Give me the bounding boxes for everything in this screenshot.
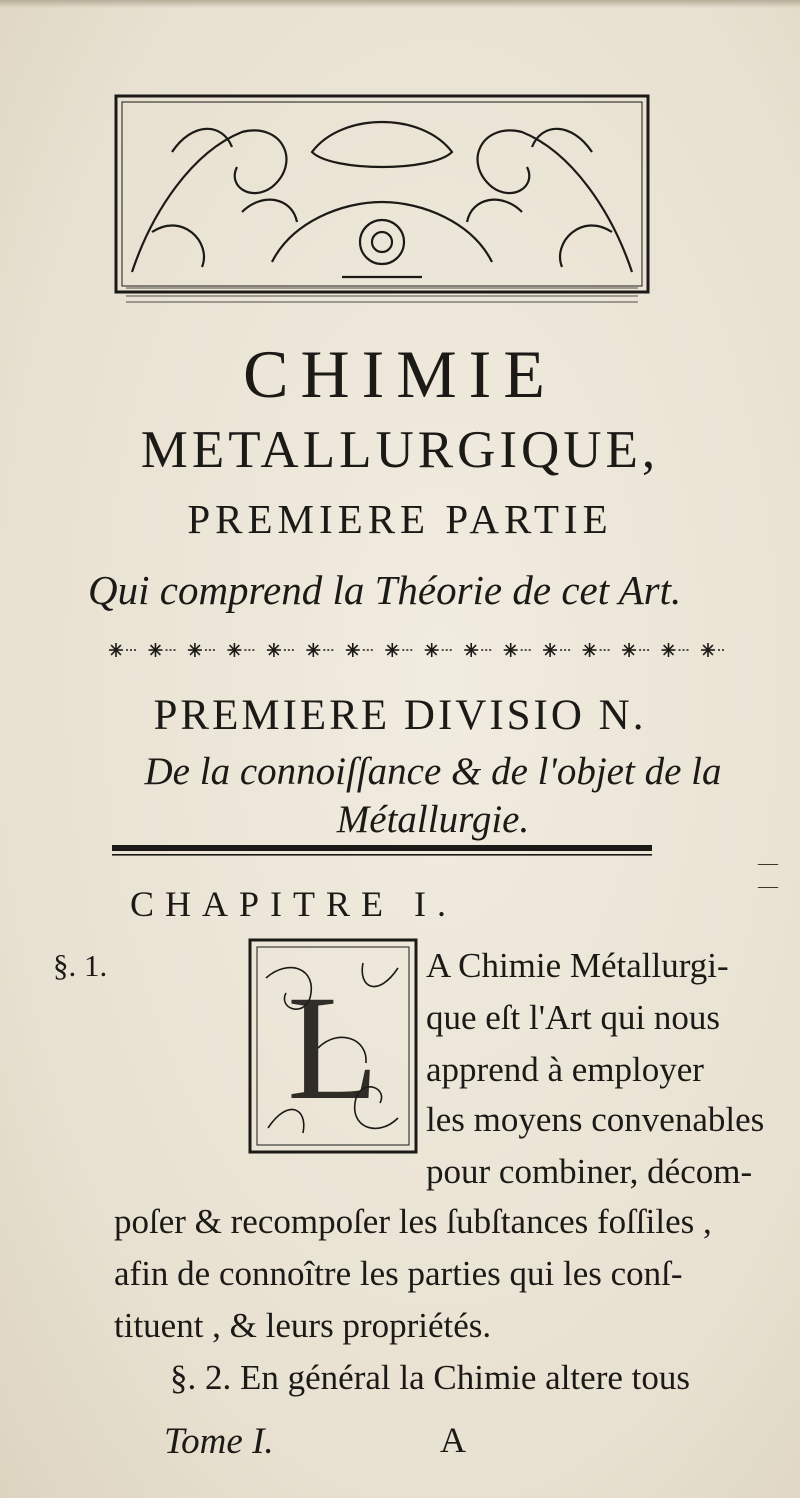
asterisk-ornament <box>109 643 138 657</box>
body-line-3: apprend à employer <box>426 1050 704 1089</box>
division-heading: PREMIERE DIVISIO N. <box>153 692 647 739</box>
chapter-heading: CHAPITRE I. <box>130 884 457 924</box>
asterisk-ornament <box>346 643 375 657</box>
asterisk-ornament <box>583 643 612 657</box>
asterisk-ornament <box>385 643 414 657</box>
division-description: De la connoiſſance & de l'objet de la Métallurgie. <box>144 750 722 841</box>
ornamental-headpiece <box>112 92 652 308</box>
asterisk-ornament <box>267 643 296 657</box>
section-marker: §. 1. <box>53 948 108 983</box>
asterisk-ornament <box>622 643 651 657</box>
asterisk-ornament <box>306 643 335 657</box>
book-subtitle: METALLURGIQUE, <box>140 421 660 479</box>
body-line-8: tituent , & leurs propriétés. <box>114 1306 492 1345</box>
body-line-4: les moyens convenables <box>426 1100 765 1139</box>
asterisk-ornament <box>543 643 572 657</box>
book-title: CHIMIE <box>243 336 557 412</box>
asterisk-ornament-row <box>98 636 726 666</box>
signature-mark: A <box>440 1420 466 1460</box>
ornamental-rule <box>112 843 652 859</box>
asterisk-ornament <box>701 643 726 657</box>
initial-letter: L <box>287 965 379 1131</box>
body-line-1: A Chimie Métallurgi- <box>426 946 729 985</box>
body-line-5: pour combiner, décom- <box>426 1152 753 1191</box>
scan-edge <box>0 0 800 8</box>
decorated-initial <box>248 938 418 1154</box>
asterisk-ornament <box>425 643 454 657</box>
asterisk-ornament <box>227 643 256 657</box>
body-line-2: que eſt l'Art qui nous <box>426 998 721 1037</box>
part-description: Qui comprend la Théorie de cet Art. <box>88 567 682 613</box>
margin-mark: — — <box>758 852 778 897</box>
body-line-9: §. 2. En général la Chimie altere tous <box>170 1358 690 1397</box>
asterisk-ornament <box>504 643 533 657</box>
asterisk-ornament <box>662 643 691 657</box>
asterisk-ornament <box>188 643 217 657</box>
asterisk-ornament <box>149 643 178 657</box>
body-line-7: afin de connoître les parties qui les conſ- <box>114 1254 683 1293</box>
body-line-6: poſer & recompoſer les ſubſtances foſſiles , <box>114 1202 712 1241</box>
volume-label: Tome I. <box>164 1421 274 1462</box>
asterisk-ornament <box>464 643 493 657</box>
part-heading: PREMIERE PARTIE <box>187 496 613 542</box>
